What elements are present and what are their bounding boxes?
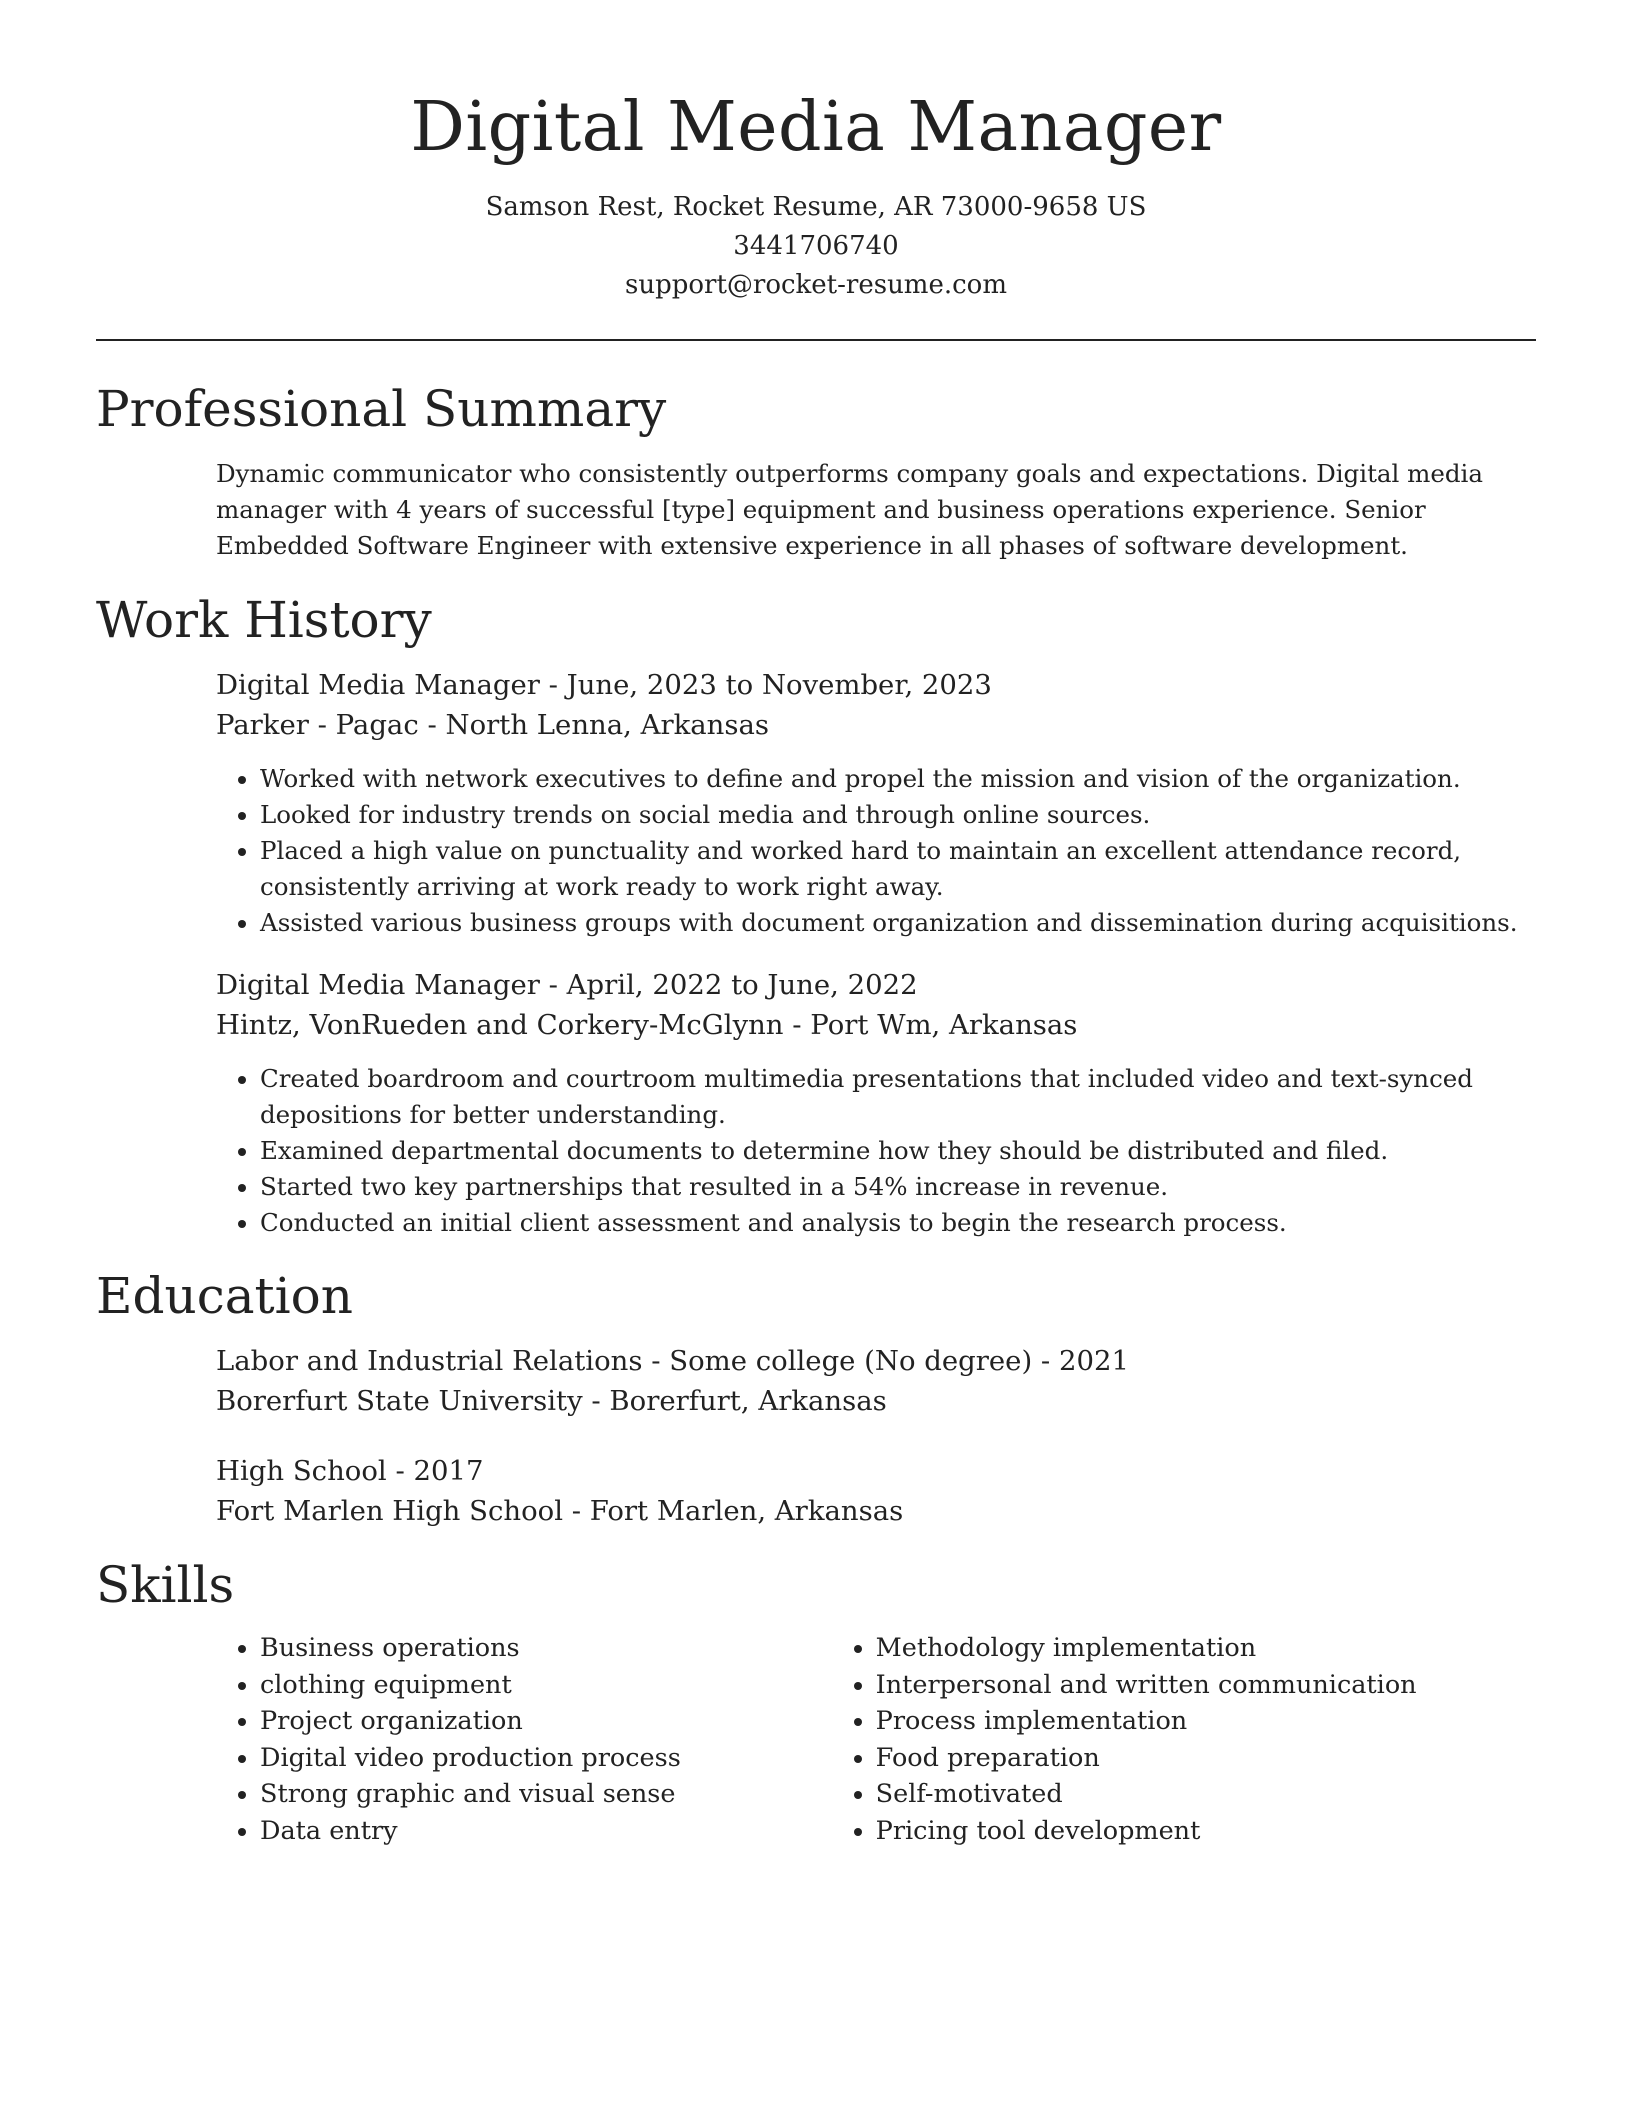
job-entry bbox=[96, 665, 1536, 941]
skill-item: • Strong graphic and visual sense bbox=[260, 1776, 832, 1813]
education-year: - 2017 bbox=[386, 1455, 484, 1487]
skill-item: • Digital video production process bbox=[260, 1740, 832, 1777]
education-degree-line bbox=[216, 1451, 1536, 1491]
job-title-line bbox=[216, 665, 1536, 705]
list-item: • Conducted an initial client assessment and analysis to begin the research process. bbox=[260, 1205, 1536, 1241]
education-school-line bbox=[216, 1381, 1536, 1421]
resume-name: Digital Media Manager bbox=[410, 88, 1222, 167]
job-bullets bbox=[216, 761, 1536, 941]
job-company-line bbox=[216, 705, 1536, 745]
job-bullets bbox=[216, 1061, 1536, 1241]
job-company: Parker - Pagac bbox=[216, 709, 419, 741]
education-degree-line bbox=[216, 1341, 1536, 1381]
education-school: Borerfurt State University bbox=[216, 1385, 583, 1417]
education-heading: Education bbox=[96, 1267, 353, 1325]
work-history-heading: Work History bbox=[96, 591, 432, 649]
education-section bbox=[96, 1265, 1536, 1531]
summary-heading: Professional Summary bbox=[96, 380, 667, 438]
education-school: Fort Marlen High School bbox=[216, 1495, 563, 1527]
job-dates: - June, 2023 to November, 2023 bbox=[539, 669, 992, 701]
education-location: - Fort Marlen, Arkansas bbox=[563, 1495, 904, 1527]
skill-item: • Methodology implementation bbox=[876, 1630, 1536, 1667]
list-item: • Created boardroom and courtroom multimedia presentations that included video and text-synced depositions for better understanding. bbox=[260, 1061, 1536, 1133]
education-school-line bbox=[216, 1491, 1536, 1531]
header-divider bbox=[96, 339, 1536, 341]
skills-heading: Skills bbox=[96, 1556, 235, 1614]
contact-address: Samson Rest, Rocket Resume, AR 73000-9658 US bbox=[485, 192, 1147, 222]
list-item: • Looked for industry trends on social media and through online sources. bbox=[260, 797, 1536, 833]
list-item: • Worked with network executives to define and propel the mission and vision of the organization. bbox=[260, 761, 1536, 797]
education-year: - 2021 bbox=[1032, 1345, 1129, 1377]
contact-phone: 3441706740 bbox=[733, 231, 899, 261]
skills-column-right bbox=[832, 1630, 1536, 1849]
job-title-line bbox=[216, 965, 1536, 1005]
job-dates: - April, 2022 to June, 2022 bbox=[539, 969, 918, 1001]
skill-item: • Self-motivated bbox=[876, 1776, 1536, 1813]
resume-page bbox=[96, 0, 1536, 1849]
list-item: • Started two key partnerships that resulted in a 54% increase in revenue. bbox=[260, 1169, 1536, 1205]
job-position: Digital Media Manager bbox=[216, 969, 540, 1001]
list-item: • Examined departmental documents to determine how they should be distributed and filed. bbox=[260, 1133, 1536, 1169]
skill-item: • Business operations bbox=[260, 1630, 832, 1667]
list-item: • Placed a high value on punctuality and worked hard to maintain an excellent attendance record, consistently arriving at work ready to work right away. bbox=[260, 833, 1536, 905]
skill-item: • clothing equipment bbox=[260, 1667, 832, 1704]
education-degree: Labor and Industrial Relations - Some college (No degree) bbox=[216, 1345, 1033, 1377]
contact-info bbox=[96, 188, 1536, 305]
list-item: • Assisted various business groups with document organization and dissemination during acquisitions. bbox=[260, 905, 1536, 941]
resume-header bbox=[96, 0, 1536, 305]
skill-item: • Project organization bbox=[260, 1703, 832, 1740]
skill-item: • Process implementation bbox=[876, 1703, 1536, 1740]
contact-email: support@rocket-resume.com bbox=[624, 270, 1007, 300]
job-location: - North Lenna, Arkansas bbox=[418, 709, 770, 741]
summary-text: Dynamic communicator who consistently outperforms company goals and expectations. Digital media manager with 4 years of successful [type] equipment and business operations experience. Senior Embedded Software Engineer with extensive experience in all phases of software development. bbox=[216, 459, 1484, 560]
job-company: Hintz, VonRueden and Corkery-McGlynn bbox=[216, 1009, 784, 1041]
education-entry bbox=[96, 1451, 1536, 1531]
skill-item: • Food preparation bbox=[876, 1740, 1536, 1777]
job-company-line bbox=[216, 1005, 1536, 1045]
skill-item: • Data entry bbox=[260, 1813, 832, 1850]
job-entry bbox=[96, 965, 1536, 1241]
job-location: - Port Wm, Arkansas bbox=[783, 1009, 1078, 1041]
skill-item: • Interpersonal and written communication bbox=[876, 1667, 1536, 1704]
work-history-section bbox=[96, 589, 1536, 1241]
skills-column-left bbox=[216, 1630, 832, 1849]
skills-section bbox=[96, 1554, 1536, 1849]
education-entry bbox=[96, 1341, 1536, 1421]
skill-item: • Pricing tool development bbox=[876, 1813, 1536, 1850]
skills-list bbox=[96, 1630, 1536, 1849]
education-degree: High School bbox=[216, 1455, 387, 1487]
job-position: Digital Media Manager bbox=[216, 669, 540, 701]
education-location: - Borerfurt, Arkansas bbox=[582, 1385, 887, 1417]
summary-section bbox=[96, 378, 1536, 564]
